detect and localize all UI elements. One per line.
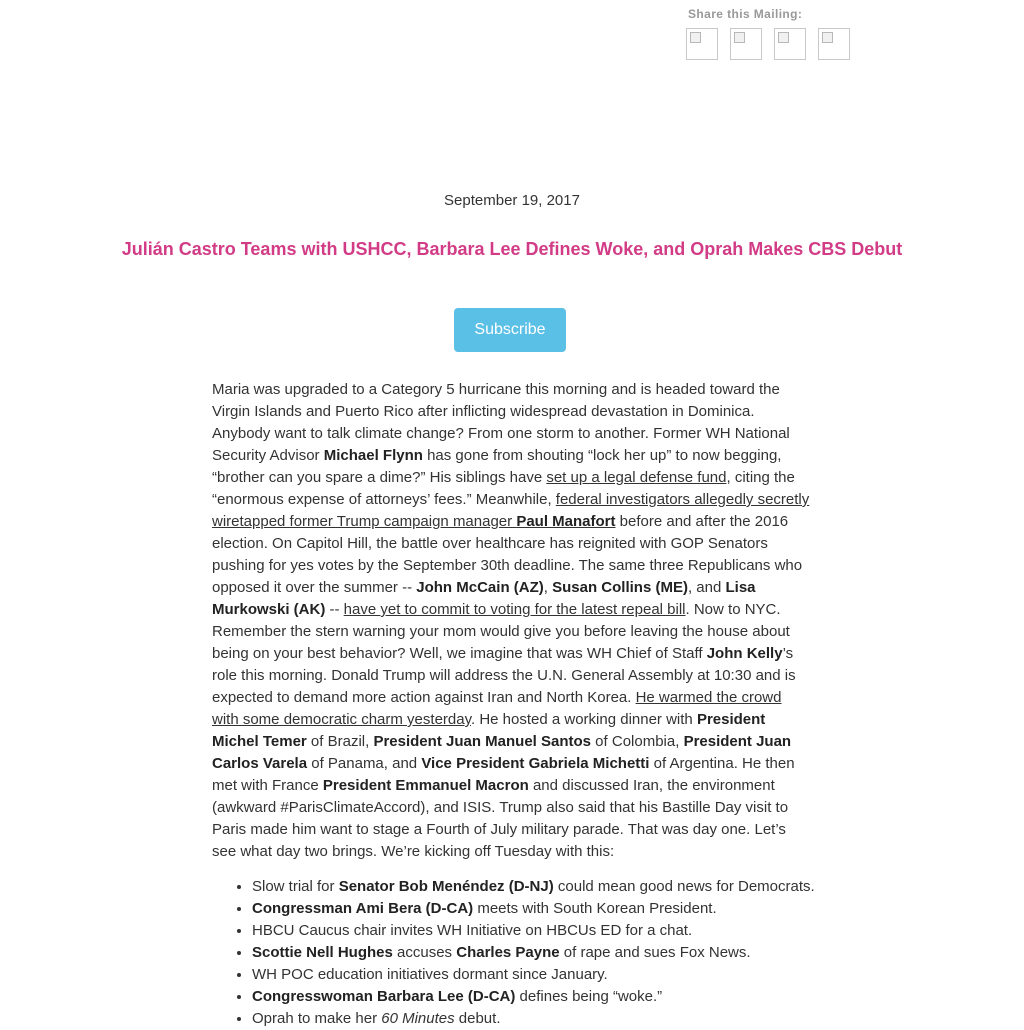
item-italic: 60 Minutes [381,1010,455,1027]
name-john-mccain: John McCain (AZ) [416,579,544,596]
item-text: Oprah to make her [252,1010,382,1027]
item-text: HBCU Caucus chair invites WH Initiative on HBCUs ED for a chat. [252,922,693,939]
body-text: , citing the “enormous expense of attorneys’ fees.” Meanwhile, [212,469,795,508]
item-text: Slow trial for [252,878,339,895]
share-section [688,7,802,21]
body-paragraph [212,379,812,863]
item-text: meets with South Korean President. [473,900,717,917]
news-bullet-list [212,876,832,1030]
body-text: of Panama, and [307,755,422,772]
item-name: Charles Payne [456,944,560,961]
body-text: ’s role this morning. Donald Trump will address the U.N. General Assembly at 10:30 and is expected to demand more action against Iran and North Korea. [212,645,796,706]
name-john-kelly: John Kelly [706,645,783,662]
name-gabriela-michetti: Vice President Gabriela Michetti [421,755,650,772]
email-icon[interactable] [818,28,850,60]
name-michael-flynn: Michael Flynn [323,447,423,464]
item-text: defines being “woke.” [515,988,663,1005]
list-item [252,964,832,986]
twitter-icon[interactable] [730,28,762,60]
body-text: of Colombia, [591,733,684,750]
list-item [252,986,832,1008]
list-item [252,920,832,942]
body-text: , and [687,579,726,596]
share-icons [686,28,886,62]
body-text: has gone from shouting “lock her up” to now begging, “brother can you spare a dime?” His siblings have [212,447,782,486]
link-democratic-charm[interactable]: He warmed the crowd with some democratic charm yesterday [212,689,782,728]
name-susan-collins: Susan Collins (ME) [552,579,688,596]
body-text: of Argentina. He then met with France [212,755,795,794]
share-label: Share this Mailing: [688,7,803,21]
body-text: , [543,579,553,596]
body-text: -- [325,601,344,618]
body-text: of Brazil, [306,733,374,750]
item-name: Senator Bob Menéndez (D-NJ) [338,878,554,895]
name-michel-temer: President Michel Temer [212,711,766,750]
item-name: Congressman Ami Bera (D-CA) [252,900,474,917]
link-legal-defense-fund[interactable]: set up a legal defense fund [546,469,727,486]
body-text: and discussed Iran, the environment (awkward #ParisClimateAccord), and ISIS. Trump also said that his Bastille Day visit to Paris made him want to stage a Fourth of July military parade. That was day one. Let’s see what day two brings. We’re kicking off Tuesday with this: [212,777,789,860]
list-item [252,876,832,898]
link-text[interactable]: federal investigators allegedly secretly wiretapped former Trump campaign manager [212,491,810,530]
item-text: WH POC education initiatives dormant since January. [252,966,608,983]
facebook-icon[interactable] [686,28,718,60]
list-item [252,942,832,964]
link-repeal-bill[interactable]: have yet to commit to voting for the latest repeal bill [343,601,686,618]
item-text: debut. [454,1010,501,1027]
body-text: before and after the 2016 election. On Capitol Hill, the battle over healthcare has reignited with GOP Senators pushing for yes votes by the September 30th deadline. The same three Republicans who opposed it over the summer -- [212,513,803,596]
body-text: . He hosted a working dinner with [470,711,697,728]
name-lisa-murkowski: Lisa Murkowski (AK) [212,579,756,618]
name-paul-manafort[interactable]: Paul Manafort [516,513,616,530]
mailing-date: September 19, 2017 [444,192,580,209]
item-text: could mean good news for Democrats. [553,878,815,895]
subscribe-button[interactable]: Subscribe [454,308,566,352]
name-juan-manuel-santos: President Juan Manuel Santos [373,733,592,750]
item-name: Scottie Nell Hughes [252,944,393,961]
name-juan-carlos-varela: President Juan Carlos Varela [212,733,792,772]
item-text: of rape and sues Fox News. [559,944,751,961]
list-item [252,898,832,920]
name-emmanuel-macron: President Emmanuel Macron [322,777,529,794]
body-text: Maria was upgraded to a Category 5 hurricane this morning and is headed toward the Virgin Islands and Puerto Rico after inflicting widespread devastation in Dominica. Anybody want to talk climate change? From one storm to another. Former WH National Security Advisor [212,381,790,464]
linkedin-icon[interactable] [774,28,806,60]
item-name: Congresswoman Barbara Lee (D-CA) [252,988,516,1005]
headline: Julián Castro Teams with USHCC, Barbara Lee Defines Woke, and Oprah Makes CBS Debut [121,239,903,259]
item-text: accuses [392,944,457,961]
body-text: . Now to NYC. Remember the stern warning your mom would give you before leaving the house about being on your best behavior? Well, we imagine that was WH Chief of Staff [212,601,790,662]
list-item [252,1008,832,1030]
